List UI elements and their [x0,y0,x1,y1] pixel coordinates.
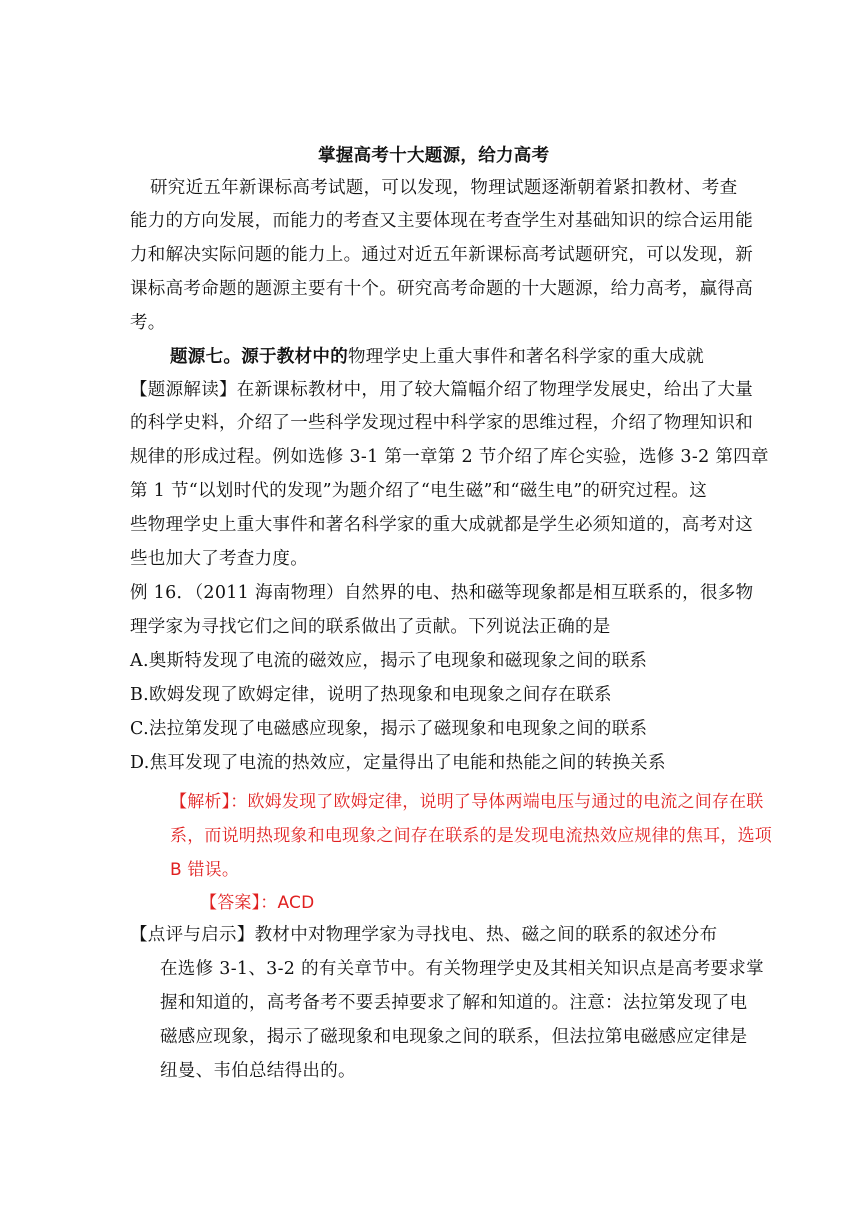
analysis-line: B 错误。 [170,860,240,880]
intro-line: 考。 [130,313,166,333]
analysis-line: 系，而说明热现象和电现象之间存在联系的是发现电流热效应规律的焦耳，选项 [170,826,772,846]
section-heading-rest: 物理学史上重大事件和著名科学家的重大成就 [348,347,704,367]
reading-line: 的科学史料，介绍了一些科学发现过程中科学家的思维过程，介绍了物理知识和 [130,413,753,433]
option-d: D.焦耳发现了电流的热效应，定量得出了电能和热能之间的转换关系 [130,753,666,773]
option-b: B.欧姆发现了欧姆定律，说明了热现象和电现象之间存在联系 [130,685,612,705]
intro-line: 能力的方向发展，而能力的考查又主要体现在考查学生对基础知识的综合运用能 [130,211,753,231]
comment-line: 握和知道的，高考备考不要丢掉要求了解和知道的。注意：法拉第发现了电 [160,993,748,1013]
intro-line: 研究近五年新课标高考试题，可以发现，物理试题逐渐朝着紧扣教材、考查 [150,178,738,198]
option-c: C.法拉第发现了电磁感应现象，揭示了磁现象和电现象之间的联系 [130,719,648,739]
reading-line: 规律的形成过程。例如选修 3-1 第一章第 2 节介绍了库仑实验，选修 3-2 第四章 [130,447,769,467]
section-heading [170,347,704,367]
reading-line: 些也加大了考查力度。 [130,549,308,569]
comment-line: 磁感应现象，揭示了磁现象和电现象之间的联系，但法拉第电磁感应定律是 [160,1027,748,1047]
section-heading-bold: 题源七。源于教材中的 [170,347,348,367]
reading-line: 【题源解读】在新课标教材中，用了较大篇幅介绍了物理学发展史，给出了大量 [130,380,753,400]
analysis-line: 【解析】：欧姆发现了欧姆定律，说明了导体两端电压与通过的电流之间存在联 [170,792,764,812]
comment-line: 纽曼、韦伯总结得出的。 [160,1061,356,1081]
intro-line: 课标高考命题的题源主要有十个。研究高考命题的十大题源，给力高考，赢得高 [130,279,753,299]
document-title: 掌握高考十大题源，给力高考 [318,146,550,166]
reading-line: 些物理学史上重大事件和著名科学家的重大成就都是学生必须知道的，高考对这 [130,515,753,535]
comment-line: 在选修 3-1、3-2 的有关章节中。有关物理学史及其相关知识点是高考要求掌 [160,959,764,979]
reading-line: 第 1 节“以划时代的发现”为题介绍了“电生磁”和“磁生电”的研究过程。这 [130,481,708,501]
answer-line: 【答案】：ACD [200,893,315,913]
question-line: 例 16．（2011 海南物理）自然界的电、热和磁等现象都是相互联系的，很多物 [130,583,754,603]
comment-line: 【点评与启示】教材中对物理学家为寻找电、热、磁之间的联系的叙述分布 [130,925,718,945]
intro-line: 力和解决实际问题的能力上。通过对近五年新课标高考试题研究，可以发现，新 [130,245,753,265]
question-line: 理学家为寻找它们之间的联系做出了贡献。下列说法正确的是 [130,617,611,637]
option-a: A.奥斯特发现了电流的磁效应，揭示了电现象和磁现象之间的联系 [130,651,648,671]
